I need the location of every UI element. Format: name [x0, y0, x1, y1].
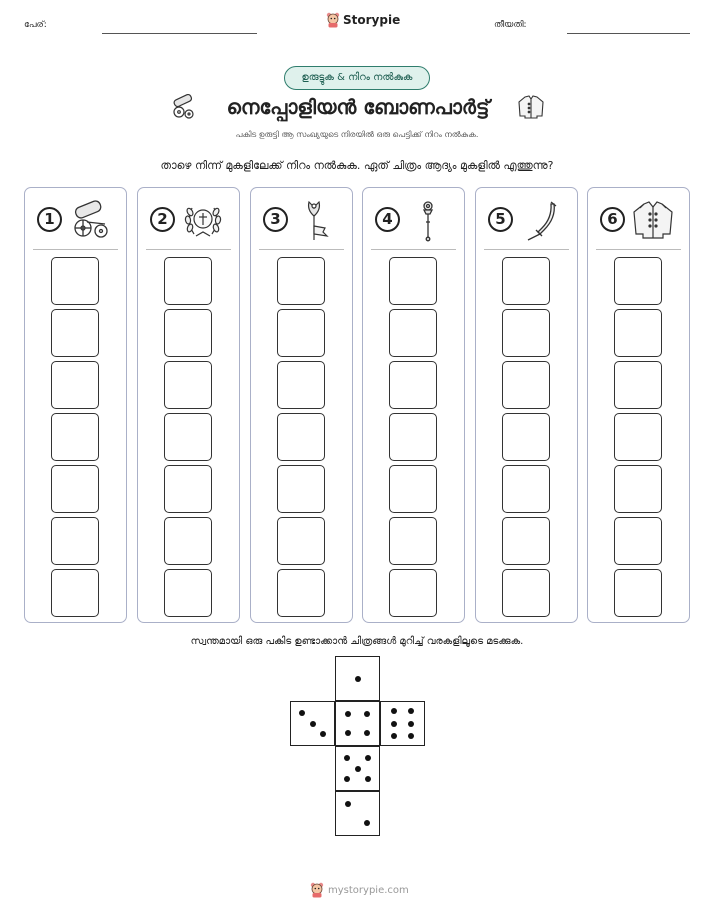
color-box[interactable]	[614, 517, 662, 565]
die-pip	[345, 801, 351, 807]
roll-column-4	[362, 187, 465, 623]
column-divider	[146, 249, 231, 250]
color-box[interactable]	[164, 413, 212, 461]
footer-url[interactable]: mystorypie.com	[328, 884, 409, 896]
die-pip	[391, 733, 397, 739]
footer	[310, 882, 409, 898]
name-label: പേര്:	[24, 20, 47, 30]
die-pip	[364, 820, 370, 826]
die-face-2	[335, 791, 380, 836]
color-box[interactable]	[389, 517, 437, 565]
color-box[interactable]	[277, 413, 325, 461]
color-box[interactable]	[614, 361, 662, 409]
color-box[interactable]	[164, 257, 212, 305]
color-box[interactable]	[389, 309, 437, 357]
page-title: നെപ്പോളിയൻ ബോണപാർട്ട്	[226, 95, 490, 119]
color-box[interactable]	[51, 413, 99, 461]
column-number: 4	[375, 207, 400, 232]
color-box[interactable]	[389, 361, 437, 409]
die-net	[290, 656, 425, 836]
die-pip	[345, 730, 351, 736]
color-box[interactable]	[51, 465, 99, 513]
column-number: 6	[600, 207, 625, 232]
column-divider	[33, 249, 118, 250]
color-box[interactable]	[502, 569, 550, 617]
bear-mascot-icon	[326, 12, 340, 28]
die-pip	[391, 708, 397, 714]
die-pip	[365, 755, 371, 761]
color-box[interactable]	[614, 465, 662, 513]
die-pip	[408, 721, 414, 727]
column-number: 2	[150, 207, 175, 232]
brand-name: Storypie	[343, 13, 401, 27]
column-number: 1	[37, 207, 62, 232]
color-box[interactable]	[51, 361, 99, 409]
color-box[interactable]	[164, 517, 212, 565]
cannon-icon	[168, 94, 198, 120]
column-divider	[259, 249, 344, 250]
color-box[interactable]	[51, 309, 99, 357]
die-face-5	[335, 746, 380, 791]
uniform-jacket-icon	[630, 198, 676, 242]
column-divider	[484, 249, 569, 250]
color-box[interactable]	[277, 361, 325, 409]
color-box[interactable]	[614, 309, 662, 357]
roll-column-5	[475, 187, 578, 623]
die-pip	[364, 711, 370, 717]
color-box[interactable]	[502, 257, 550, 305]
die-pip	[355, 766, 361, 772]
color-box[interactable]	[389, 569, 437, 617]
roll-column-6	[587, 187, 690, 623]
color-box[interactable]	[277, 569, 325, 617]
date-line[interactable]	[567, 33, 690, 34]
color-box[interactable]	[614, 257, 662, 305]
color-box[interactable]	[277, 517, 325, 565]
color-box[interactable]	[164, 309, 212, 357]
color-box[interactable]	[164, 569, 212, 617]
color-box[interactable]	[389, 413, 437, 461]
die-pip	[408, 733, 414, 739]
die-pip	[344, 755, 350, 761]
column-divider	[596, 249, 681, 250]
roll-column-1	[24, 187, 127, 623]
color-box[interactable]	[164, 361, 212, 409]
color-box[interactable]	[502, 361, 550, 409]
eagle-standard-icon	[293, 198, 339, 242]
scepter-icon	[405, 198, 451, 242]
color-box[interactable]	[277, 257, 325, 305]
uniform-jacket-icon	[516, 94, 546, 120]
die-face-6	[380, 701, 425, 746]
cannon-icon	[67, 198, 113, 242]
title-row	[0, 92, 714, 122]
date-label: തീയതി:	[494, 20, 527, 30]
color-box[interactable]	[502, 309, 550, 357]
color-box[interactable]	[277, 309, 325, 357]
die-pip	[408, 708, 414, 714]
color-box[interactable]	[614, 569, 662, 617]
die-pip	[299, 710, 305, 716]
column-number: 5	[488, 207, 513, 232]
fold-instruction: സ്വന്തമായി ഒരു പകിട ഉണ്ടാക്കാൻ ചിത്രങ്ങൾ മുറിച്ച് വരകളിലൂടെ മടക്കുക.	[190, 636, 524, 647]
die-pip	[344, 776, 350, 782]
saber-icon	[518, 198, 564, 242]
die-pip	[345, 711, 351, 717]
die-face-1	[335, 656, 380, 701]
storypie-logo	[326, 12, 400, 28]
die-pip	[364, 730, 370, 736]
color-box[interactable]	[164, 465, 212, 513]
column-divider	[371, 249, 456, 250]
color-box[interactable]	[614, 413, 662, 461]
roll-column-3	[250, 187, 353, 623]
name-line[interactable]	[102, 33, 257, 34]
die-pip	[365, 776, 371, 782]
subtitle: പകിട ഉരുട്ടി ആ സംഖ്യയുടെ നിരയിൽ ഒരു പെട്ടിക്ക് നിറം നൽകുക.	[235, 130, 479, 139]
activity-badge: ഉരുട്ടുക & നിറം നൽകുക	[284, 66, 430, 90]
die-pip	[320, 731, 326, 737]
die-face-3	[290, 701, 335, 746]
color-box[interactable]	[389, 465, 437, 513]
color-box[interactable]	[502, 465, 550, 513]
laurel-wreath-icon	[180, 198, 226, 242]
color-box[interactable]	[51, 517, 99, 565]
color-box[interactable]	[51, 569, 99, 617]
roll-column-2	[137, 187, 240, 623]
die-pip	[310, 721, 316, 727]
instruction: താഴെ നിന്ന് മുകളിലേക്ക് നിറം നൽകുക. ഏത് ചിത്രം ആദ്യം മുകളിൽ എത്തുന്നു?	[160, 159, 554, 172]
color-box[interactable]	[502, 413, 550, 461]
color-box[interactable]	[502, 517, 550, 565]
bear-mascot-icon	[310, 882, 324, 898]
color-box[interactable]	[389, 257, 437, 305]
die-pip	[391, 721, 397, 727]
column-number: 3	[263, 207, 288, 232]
die-face-4	[335, 701, 380, 746]
color-box[interactable]	[51, 257, 99, 305]
color-box[interactable]	[277, 465, 325, 513]
die-pip	[355, 676, 361, 682]
